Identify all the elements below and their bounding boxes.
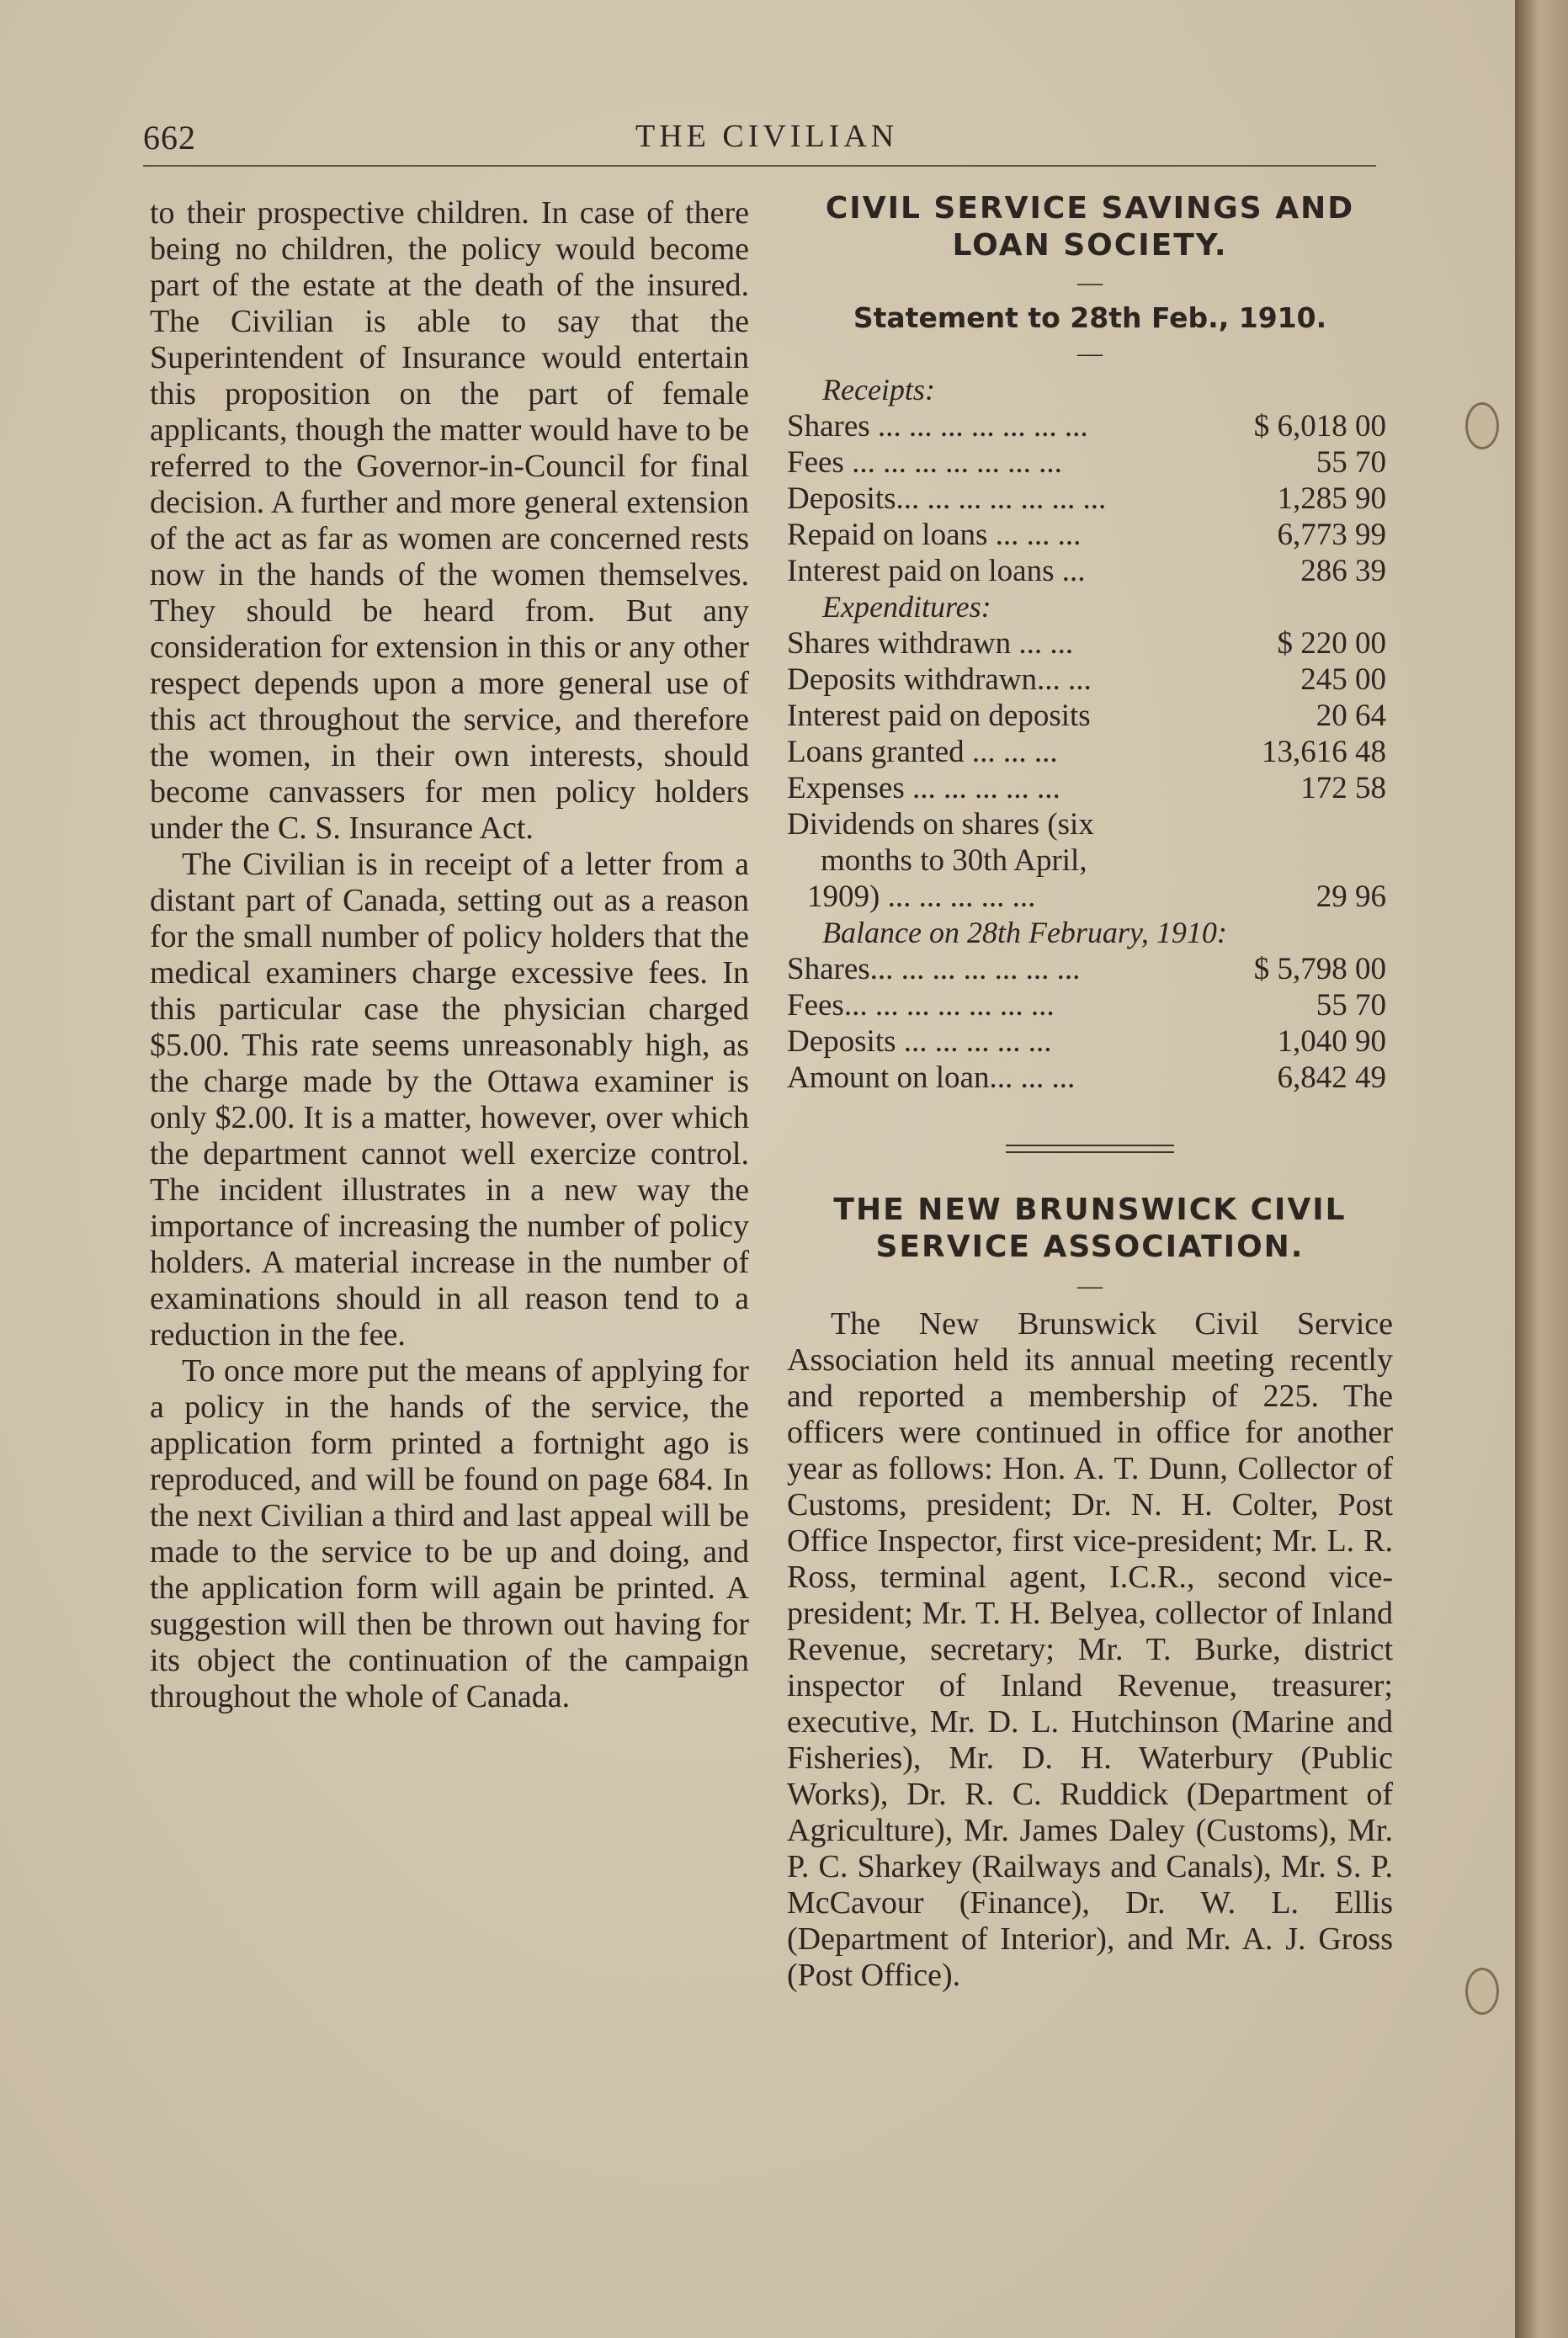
ledger-row [787, 444, 1393, 481]
ledger-amount: 13,616 48 [1262, 735, 1386, 769]
binding-hole [1465, 402, 1499, 449]
balance-heading: Balance on 28th February, 1910: [822, 916, 1227, 949]
ledger-amount: $ 5,798 00 [1253, 952, 1386, 986]
ledger-row [787, 698, 1393, 734]
ledger-row [787, 987, 1393, 1023]
running-head: THE CIVILIAN [635, 119, 899, 154]
ledger-amount: 55 70 [1316, 988, 1386, 1023]
ledger-label: Deposits withdrawn... ... [787, 662, 1092, 697]
ledger-row [787, 1023, 1393, 1060]
receipts-list [787, 408, 1393, 589]
ledger-label: Shares withdrawn ... ... [787, 626, 1074, 661]
ledger-label: Fees... ... ... ... ... ... ... [787, 988, 1055, 1023]
ledger-label: Repaid on loans ... ... ... [787, 518, 1082, 552]
ledger-amount: 6,842 49 [1277, 1060, 1386, 1095]
ledger-amount: 286 39 [1300, 554, 1386, 588]
ledger-amount: $ 6,018 00 [1253, 409, 1386, 444]
ledger-row [787, 734, 1393, 770]
paragraph: To once more put the means of applying for a policy in the hands of the service, the application form printed a fortnight ago is reproduced, and will be found on page 684. In the next Civilian a third and last appeal will be made to the service to be up and doing, and the application form will again be printed. A suggestion will then be thrown out having for its object the continuation of the campaign throughout the whole of Canada. [150, 1353, 749, 1714]
ledger-label: Amount on loan... ... ... [787, 1060, 1076, 1095]
ledger-amount: 245 00 [1300, 662, 1386, 697]
ledger-label: Deposits... ... ... ... ... ... ... [787, 481, 1107, 516]
ledger-label: 1909) ... ... ... ... ... [807, 879, 1036, 914]
ledger-label: Interest paid on loans ... [787, 554, 1086, 588]
ledger-amount: 6,773 99 [1277, 518, 1386, 552]
ledger-row [787, 842, 1393, 879]
ledger-label: Loans granted ... ... ... [787, 735, 1058, 769]
ledger-row [787, 481, 1393, 517]
ledger-row [787, 553, 1393, 589]
right-column [787, 190, 1393, 1994]
ledger-amount: 172 58 [1300, 771, 1386, 805]
ledger-row [787, 951, 1393, 987]
ledger-row [787, 517, 1393, 553]
ledger-row [787, 408, 1393, 444]
article-title: SERVICE ASSOCIATION. [875, 1230, 1305, 1264]
separator-dash: — [1077, 268, 1103, 296]
left-column [150, 195, 749, 1715]
page-number: 662 [143, 119, 196, 157]
ledger-amount: 20 64 [1316, 699, 1386, 733]
balance-list [787, 951, 1393, 1096]
ledger-row [787, 662, 1393, 698]
binding-edge [1515, 0, 1568, 2338]
ledger-label: Expenses ... ... ... ... ... [787, 771, 1060, 805]
ledger-amount: 1,285 90 [1277, 481, 1386, 516]
ledger-row [787, 770, 1393, 806]
paragraph: The Civilian is in receipt of a letter from a distant part of Canada, setting out as a reason for the small number of policy holders that the medical examiners charge excessive fees. In this particular case the physician charged $5.00. This rate seems unreasonably high, as the charge made by the Ottawa examiner is only $2.00. It is a matter, however, over which the department cannot well exercize control. The incident illustrates in a new way the importance of increasing the number of policy holders. A material increase in the number of examinations should in all reason tend to a reduction in the fee. [150, 847, 749, 1352]
ledger-label: Shares ... ... ... ... ... ... ... [787, 409, 1088, 444]
ledger-label: Shares... ... ... ... ... ... ... [787, 952, 1081, 986]
ledger-label: Dividends on shares (six [787, 807, 1094, 842]
section-divider [1006, 1145, 1174, 1153]
ledger-label: Fees ... ... ... ... ... ... ... [787, 445, 1062, 480]
expenditures-list [787, 625, 1393, 915]
ledger-amount: 1,040 90 [1277, 1024, 1386, 1059]
ledger-row [787, 879, 1393, 915]
separator-dash: — [1077, 1272, 1103, 1299]
ledger-amount: $ 220 00 [1277, 626, 1386, 661]
ledger-row [787, 806, 1393, 842]
receipts-heading: Receipts: [822, 373, 935, 406]
header-rule [143, 165, 1376, 167]
ledger-row [787, 625, 1393, 662]
ledger-label: Deposits ... ... ... ... ... [787, 1024, 1052, 1059]
article-title: LOAN SOCIETY. [952, 228, 1228, 263]
ledger-amount: 55 70 [1316, 445, 1386, 480]
article-title: THE NEW BRUNSWICK CIVIL [833, 1193, 1347, 1227]
page-header [143, 118, 1389, 160]
ledger-row [787, 1060, 1393, 1096]
ledger-label: months to 30th April, [821, 843, 1087, 878]
article-title: CIVIL SERVICE SAVINGS AND [825, 191, 1355, 226]
paragraph: The New Brunswick Civil Service Association held its annual meeting recently and reported a membership of 225. The officers were continued in office for another year as follows: Hon. A. T. Dunn, Collector of Customs, president; Dr. N. H. Colter, Post Office Inspector, first vice-president; Mr. L. R. Ross, terminal agent, I.C.R., second vice-president; Mr. T. H. Belyea, collector of Inland Revenue, secretary; Mr. T. Burke, district inspector of Inland Revenue, treasurer; executive, Mr. D. L. Hutchinson (Marine and Fisheries), Mr. D. H. Waterbury (Public Works), Dr. R. C. Ruddick (Department of Agriculture), Mr. James Daley (Customs), Mr. P. C. Sharkey (Railways and Canals), Mr. S. P. McCavour (Finance), Dr. W. L. Ellis (Department of Interior), and Mr. A. J. Gross (Post Office). [787, 1306, 1393, 1993]
separator-dash: — [1077, 339, 1103, 367]
paragraph: to their prospective children. In case of there being no children, the policy would become part of the estate at the death of the insured. The Civilian is able to say that the Superintendent of Insurance would entertain this proposition on the part of female applicants, though the matter would have to be referred to the Governor-in-Council for final decision. A further and more general extension of the act as far as women are concerned rests now in the hands of the women themselves. They should be heard from. But any consideration for extension in this or any other respect depends upon a more general use of this act throughout the service, and therefore the women, in their own interests, should become canvassers for men policy holders under the C. S. Insurance Act. [150, 195, 749, 846]
expenditures-heading: Expenditures: [822, 590, 991, 624]
ledger-label: Interest paid on deposits [787, 699, 1091, 733]
statement-title: Statement to 28th Feb., 1910. [853, 301, 1327, 334]
binding-hole [1465, 1968, 1499, 2015]
ledger-amount: 29 96 [1316, 879, 1386, 914]
